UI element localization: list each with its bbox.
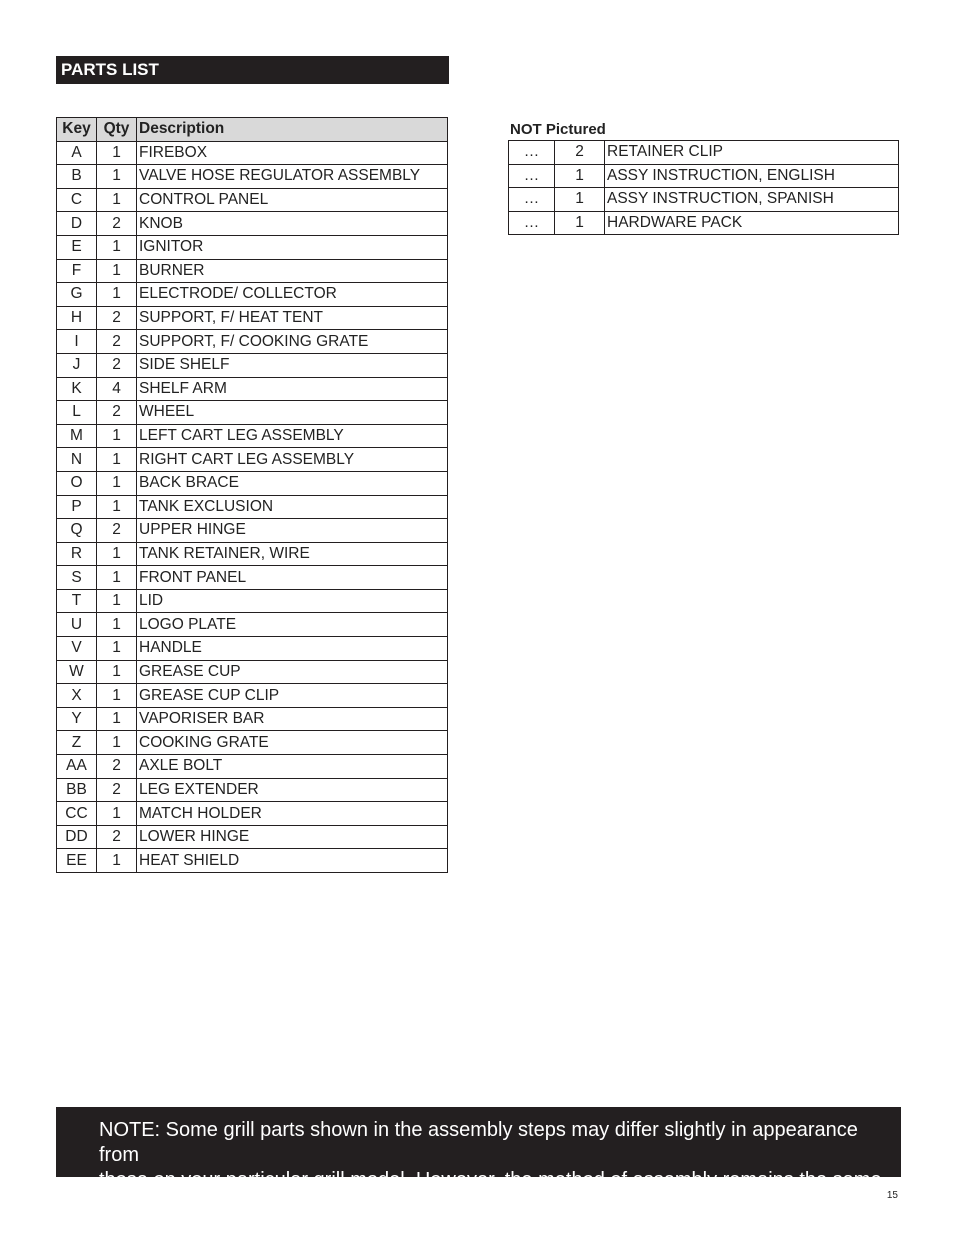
note-line-2: those on your particular grill model. However, the method of assembly remains the same. <box>99 1169 888 1191</box>
part-qty-cell: 1 <box>97 684 137 708</box>
part-key-cell: Q <box>57 519 97 543</box>
part-key-cell: AA <box>57 755 97 779</box>
part-qty-cell: 2 <box>555 141 605 165</box>
part-description-cell: HARDWARE PACK <box>605 211 899 235</box>
part-qty-cell: 2 <box>97 353 137 377</box>
part-description-cell: KNOB <box>137 212 448 236</box>
part-description-cell: TANK RETAINER, WIRE <box>137 542 448 566</box>
part-key-cell: W <box>57 660 97 684</box>
column-header-key: Key <box>57 118 97 142</box>
table-row <box>57 212 448 236</box>
part-description-cell: AXLE BOLT <box>137 755 448 779</box>
part-qty-cell: 1 <box>97 566 137 590</box>
column-header-description: Description <box>137 118 448 142</box>
part-key-cell: N <box>57 448 97 472</box>
part-description-cell: LID <box>137 589 448 613</box>
part-key-cell: … <box>509 211 555 235</box>
part-key-cell: DD <box>57 825 97 849</box>
part-key-cell: S <box>57 566 97 590</box>
part-key-cell: B <box>57 165 97 189</box>
table-row <box>57 471 448 495</box>
table-row <box>57 613 448 637</box>
part-description-cell: GREASE CUP CLIP <box>137 684 448 708</box>
part-key-cell: D <box>57 212 97 236</box>
table-row <box>57 401 448 425</box>
part-key-cell: I <box>57 330 97 354</box>
table-row <box>57 660 448 684</box>
part-description-cell: LEFT CART LEG ASSEMBLY <box>137 424 448 448</box>
part-key-cell: G <box>57 283 97 307</box>
table-row <box>57 141 448 165</box>
table-row <box>57 731 448 755</box>
part-description-cell: SHELF ARM <box>137 377 448 401</box>
part-qty-cell: 2 <box>97 825 137 849</box>
table-row <box>57 778 448 802</box>
part-qty-cell: 1 <box>97 188 137 212</box>
part-qty-cell: 1 <box>97 165 137 189</box>
table-row <box>57 283 448 307</box>
parts-table-header-row <box>57 118 448 142</box>
part-key-cell: BB <box>57 778 97 802</box>
part-key-cell: … <box>509 188 555 212</box>
part-key-cell: Z <box>57 731 97 755</box>
part-description-cell: ASSY INSTRUCTION, SPANISH <box>605 188 899 212</box>
part-description-cell: VAPORISER BAR <box>137 707 448 731</box>
part-description-cell: BURNER <box>137 259 448 283</box>
part-qty-cell: 1 <box>97 448 137 472</box>
part-qty-cell: 2 <box>97 212 137 236</box>
table-row <box>509 188 899 212</box>
part-description-cell: RIGHT CART LEG ASSEMBLY <box>137 448 448 472</box>
part-key-cell: J <box>57 353 97 377</box>
part-key-cell: P <box>57 495 97 519</box>
part-key-cell: R <box>57 542 97 566</box>
part-key-cell: V <box>57 637 97 661</box>
part-key-cell: … <box>509 164 555 188</box>
part-qty-cell: 1 <box>97 707 137 731</box>
table-row <box>57 330 448 354</box>
table-row <box>57 165 448 189</box>
part-qty-cell: 1 <box>97 495 137 519</box>
part-key-cell: C <box>57 188 97 212</box>
part-qty-cell: 1 <box>97 802 137 826</box>
part-description-cell: VALVE HOSE REGULATOR ASSEMBLY <box>137 165 448 189</box>
part-description-cell: UPPER HINGE <box>137 519 448 543</box>
part-description-cell: ELECTRODE/ COLLECTOR <box>137 283 448 307</box>
part-description-cell: CONTROL PANEL <box>137 188 448 212</box>
note-line-1: NOTE: Some grill parts shown in the assembly steps may differ slightly in appearance from <box>99 1119 858 1166</box>
part-qty-cell: 1 <box>97 471 137 495</box>
part-qty-cell: 2 <box>97 401 137 425</box>
part-description-cell: RETAINER CLIP <box>605 141 899 165</box>
table-row <box>57 849 448 873</box>
table-row <box>57 188 448 212</box>
part-qty-cell: 1 <box>97 141 137 165</box>
part-key-cell: K <box>57 377 97 401</box>
part-qty-cell: 1 <box>97 542 137 566</box>
part-description-cell: FIREBOX <box>137 141 448 165</box>
table-row <box>57 589 448 613</box>
part-qty-cell: 1 <box>97 235 137 259</box>
part-key-cell: X <box>57 684 97 708</box>
assembly-note <box>56 1107 901 1191</box>
section-header-parts-list <box>56 56 449 84</box>
table-row <box>57 519 448 543</box>
table-row <box>509 164 899 188</box>
part-qty-cell: 1 <box>555 211 605 235</box>
table-row <box>57 424 448 448</box>
part-key-cell: L <box>57 401 97 425</box>
part-qty-cell: 2 <box>97 778 137 802</box>
table-row <box>57 755 448 779</box>
table-row <box>57 707 448 731</box>
part-qty-cell: 1 <box>555 188 605 212</box>
table-row <box>57 235 448 259</box>
part-description-cell: LOWER HINGE <box>137 825 448 849</box>
part-description-cell: TANK EXCLUSION <box>137 495 448 519</box>
part-description-cell: FRONT PANEL <box>137 566 448 590</box>
part-description-cell: MATCH HOLDER <box>137 802 448 826</box>
part-description-cell: BACK BRACE <box>137 471 448 495</box>
table-row <box>509 141 899 165</box>
not-pictured-table <box>508 140 899 235</box>
part-qty-cell: 1 <box>97 424 137 448</box>
part-qty-cell: 1 <box>97 283 137 307</box>
part-key-cell: M <box>57 424 97 448</box>
part-key-cell: E <box>57 235 97 259</box>
table-row <box>57 306 448 330</box>
part-key-cell: A <box>57 141 97 165</box>
section-title: PARTS LIST <box>61 60 159 79</box>
part-key-cell: CC <box>57 802 97 826</box>
part-key-cell: U <box>57 613 97 637</box>
part-description-cell: HEAT SHIELD <box>137 849 448 873</box>
table-row <box>57 377 448 401</box>
part-qty-cell: 4 <box>97 377 137 401</box>
table-row <box>57 825 448 849</box>
part-qty-cell: 2 <box>97 755 137 779</box>
table-row <box>57 448 448 472</box>
part-description-cell: LOGO PLATE <box>137 613 448 637</box>
parts-table <box>56 117 448 873</box>
part-key-cell: H <box>57 306 97 330</box>
part-qty-cell: 1 <box>97 731 137 755</box>
table-row <box>509 211 899 235</box>
part-description-cell: HANDLE <box>137 637 448 661</box>
part-description-cell: SIDE SHELF <box>137 353 448 377</box>
table-row <box>57 802 448 826</box>
part-description-cell: SUPPORT, F/ COOKING GRATE <box>137 330 448 354</box>
table-row <box>57 259 448 283</box>
table-row <box>57 566 448 590</box>
part-key-cell: EE <box>57 849 97 873</box>
page-number: 15 <box>886 1190 898 1201</box>
part-qty-cell: 2 <box>97 306 137 330</box>
part-qty-cell: 1 <box>97 259 137 283</box>
part-description-cell: IGNITOR <box>137 235 448 259</box>
table-row <box>57 637 448 661</box>
part-description-cell: ASSY INSTRUCTION, ENGLISH <box>605 164 899 188</box>
table-row <box>57 495 448 519</box>
part-qty-cell: 2 <box>97 519 137 543</box>
part-description-cell: SUPPORT, F/ HEAT TENT <box>137 306 448 330</box>
table-row <box>57 684 448 708</box>
table-row <box>57 353 448 377</box>
table-row <box>57 542 448 566</box>
part-qty-cell: 1 <box>97 589 137 613</box>
part-key-cell: T <box>57 589 97 613</box>
part-key-cell: … <box>509 141 555 165</box>
part-description-cell: GREASE CUP <box>137 660 448 684</box>
part-description-cell: LEG EXTENDER <box>137 778 448 802</box>
part-qty-cell: 1 <box>97 637 137 661</box>
part-qty-cell: 1 <box>555 164 605 188</box>
part-description-cell: COOKING GRATE <box>137 731 448 755</box>
part-qty-cell: 1 <box>97 613 137 637</box>
part-key-cell: O <box>57 471 97 495</box>
part-qty-cell: 2 <box>97 330 137 354</box>
not-pictured-label: NOT Pictured <box>510 121 606 138</box>
column-header-qty: Qty <box>97 118 137 142</box>
part-qty-cell: 1 <box>97 849 137 873</box>
part-key-cell: Y <box>57 707 97 731</box>
part-description-cell: WHEEL <box>137 401 448 425</box>
part-qty-cell: 1 <box>97 660 137 684</box>
part-key-cell: F <box>57 259 97 283</box>
